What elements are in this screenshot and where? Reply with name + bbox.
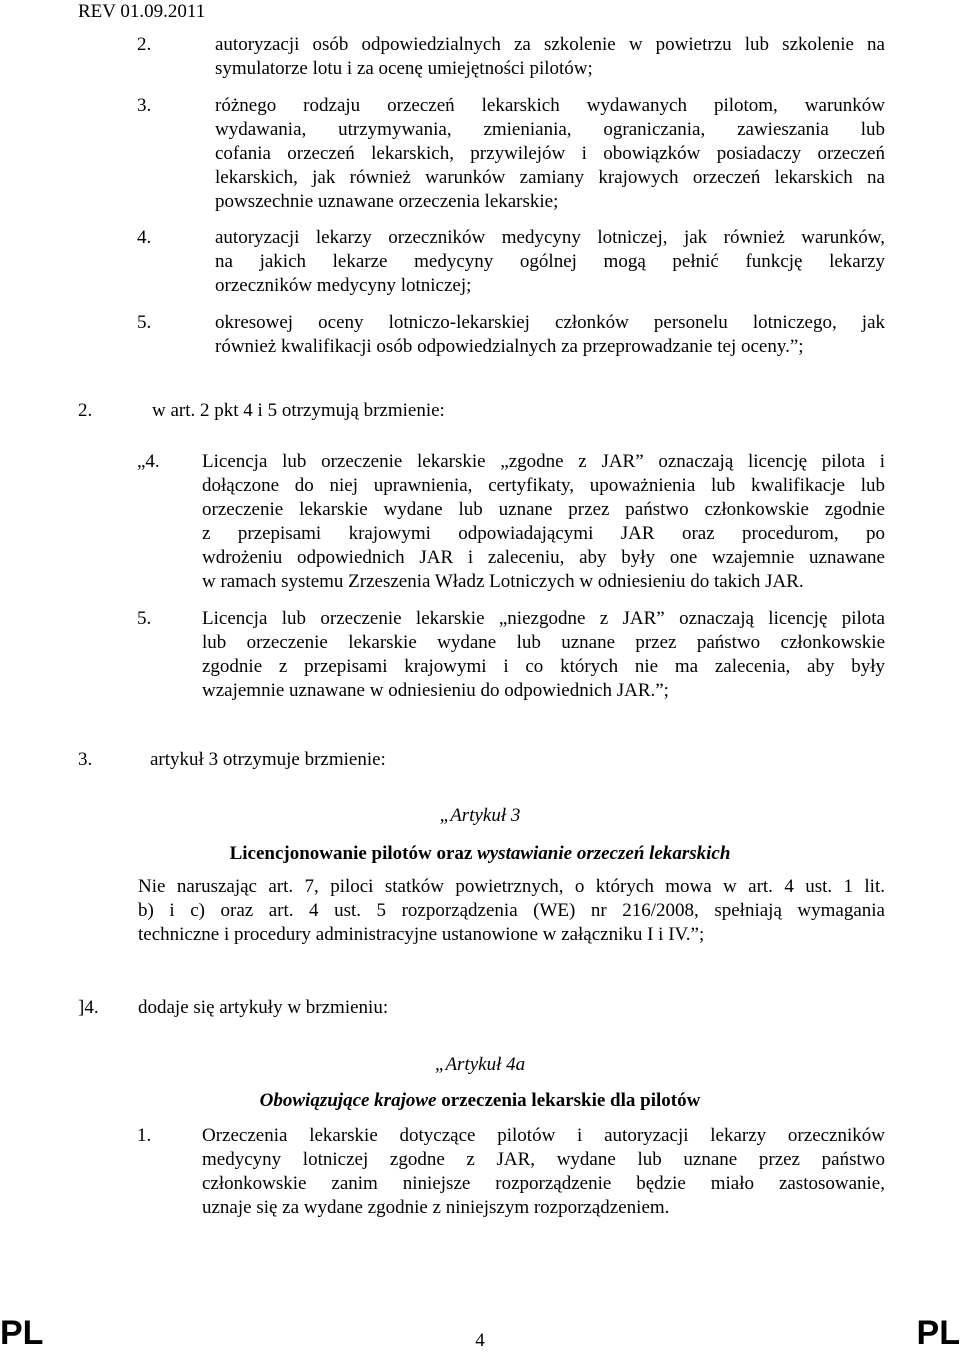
revision-header: REV 01.09.2011 — [78, 1, 206, 22]
list-item-line: również kwalifikacji osób odpowiedzialnych za przeprowadzanie tej oceny.”; — [215, 336, 804, 357]
definition-line: w ramach systemu Zrzeszenia Władz Lotniczych w odniesieniu do takich JAR. — [202, 571, 804, 592]
definition-line: Licencja lub orzeczenie lekarskie „zgodne z JAR” oznaczają licencję pilota i — [202, 451, 885, 472]
list-item-line: różnego rodzaju orzeczeń lekarskich wydawanych pilotom, warunków — [215, 95, 885, 116]
list-item-number: 1. — [137, 1125, 152, 1146]
point-text: artykuł 3 otrzymuje brzmienie: — [150, 749, 386, 770]
definition-line: z przepisami krajowymi odpowiadającymi JAR oraz procedurom, po — [202, 523, 885, 544]
article-title — [0, 842, 960, 866]
point-number: 3. — [78, 749, 93, 770]
list-item-line: członkowskie zanim niniejsze rozporządzenie będzie miało zastosowanie, — [202, 1173, 885, 1194]
list-item-line: medycyny lotniczej zgodne z JAR, wydane lub uznane przez państwo — [202, 1149, 885, 1170]
list-item-number: 3. — [137, 95, 152, 116]
list-item-line: cofania orzeczeń lekarskich, przywilejów i obowiązków posiadaczy orzeczeń — [215, 143, 885, 164]
definition-number: „4. — [137, 451, 160, 472]
definition-line: lub orzeczenie lekarskie wydane lub uznane przez państwo członkowskie — [202, 632, 885, 653]
list-item-number: 2. — [137, 34, 152, 55]
article-title-bold: Licencjonowanie pilotów oraz — [229, 843, 478, 864]
list-item-line: powszechnie uznawane orzeczenia lekarskie; — [215, 191, 559, 212]
article-title-bold: orzeczenia lekarskie dla pilotów — [436, 1090, 701, 1111]
list-item-line: Orzeczenia lekarskie dotyczące pilotów i autoryzacji lekarzy orzeczników — [202, 1125, 885, 1146]
list-item-number: 5. — [137, 312, 152, 333]
list-item-line: symulatorze lotu i za ocenę umiejętności pilotów; — [215, 58, 593, 79]
footer-language-left: PL — [0, 1314, 44, 1352]
list-item-line: na jakich lekarze medycyny ogólnej mogą pełnić funkcję lekarzy — [215, 251, 885, 272]
article-title-italic: wystawianie orzeczeń lekarskich — [477, 843, 731, 864]
definition-line: wdrożeniu odpowiednich JAR i zaleceniu, aby były one wzajemnie uznawane — [202, 547, 885, 568]
article-heading: „Artykuł 4a — [434, 1054, 526, 1075]
list-item-line: lekarskich, jak również warunków zamiany krajowych orzeczeń lekarskich na — [215, 167, 885, 188]
article-title-italic: Obowiązujące krajowe — [259, 1090, 437, 1111]
definition-line: dołączone do niej uprawnienia, certyfikaty, upoważnienia lub kwalifikacje lub — [202, 475, 885, 496]
point-number: ]4. — [78, 997, 99, 1018]
point-number: 2. — [78, 400, 93, 421]
definition-line: wzajemnie uznawane w odniesieniu do odpowiednich JAR.”; — [202, 680, 669, 701]
list-item-line: wydawania, utrzymywania, zmieniania, ograniczania, zawieszania lub — [215, 119, 885, 140]
list-item-line: autoryzacji osób odpowiedzialnych za szkolenie w powietrzu lub szkolenie na — [215, 34, 885, 55]
article-body-line: techniczne i procedury administracyjne ustanowione w załączniku I i IV.”; — [138, 924, 705, 945]
article-body-line: b) i c) oraz art. 4 ust. 5 rozporządzenia (WE) nr 216/2008, spełniają wymagania — [138, 900, 885, 921]
list-item-line: autoryzacji lekarzy orzeczników medycyny lotniczej, jak również warunków, — [215, 227, 885, 248]
list-item-line: okresowej oceny lotniczo-lekarskiej członków personelu lotniczego, jak — [215, 312, 885, 333]
list-item-number: 4. — [137, 227, 152, 248]
definition-line: orzeczenie lekarskie wydane lub uznane przez państwo członkowskie zgodnie — [202, 499, 885, 520]
list-item-line: uznaje się za wydane zgodnie z niniejszym rozporządzeniem. — [202, 1197, 670, 1218]
definition-line: Licencja lub orzeczenie lekarskie „niezgodne z JAR” oznaczają licencję pilota — [202, 608, 885, 629]
point-text: w art. 2 pkt 4 i 5 otrzymują brzmienie: — [152, 400, 445, 421]
article-title — [0, 1089, 960, 1113]
point-text: dodaje się artykuły w brzmieniu: — [138, 997, 389, 1018]
page-number: 4 — [475, 1330, 485, 1351]
list-item-line: orzeczników medycyny lotniczej; — [215, 275, 472, 296]
article-body-line: Nie naruszając art. 7, piloci statków powietrznych, o których mowa w art. 4 ust. 1 lit. — [138, 876, 885, 897]
article-heading: „Artykuł 3 — [439, 805, 521, 826]
definition-number: 5. — [137, 608, 152, 629]
footer-language-right: PL — [916, 1314, 960, 1352]
definition-line: zgodnie z przepisami krajowymi i co których nie ma zalecenia, aby były — [202, 656, 885, 677]
